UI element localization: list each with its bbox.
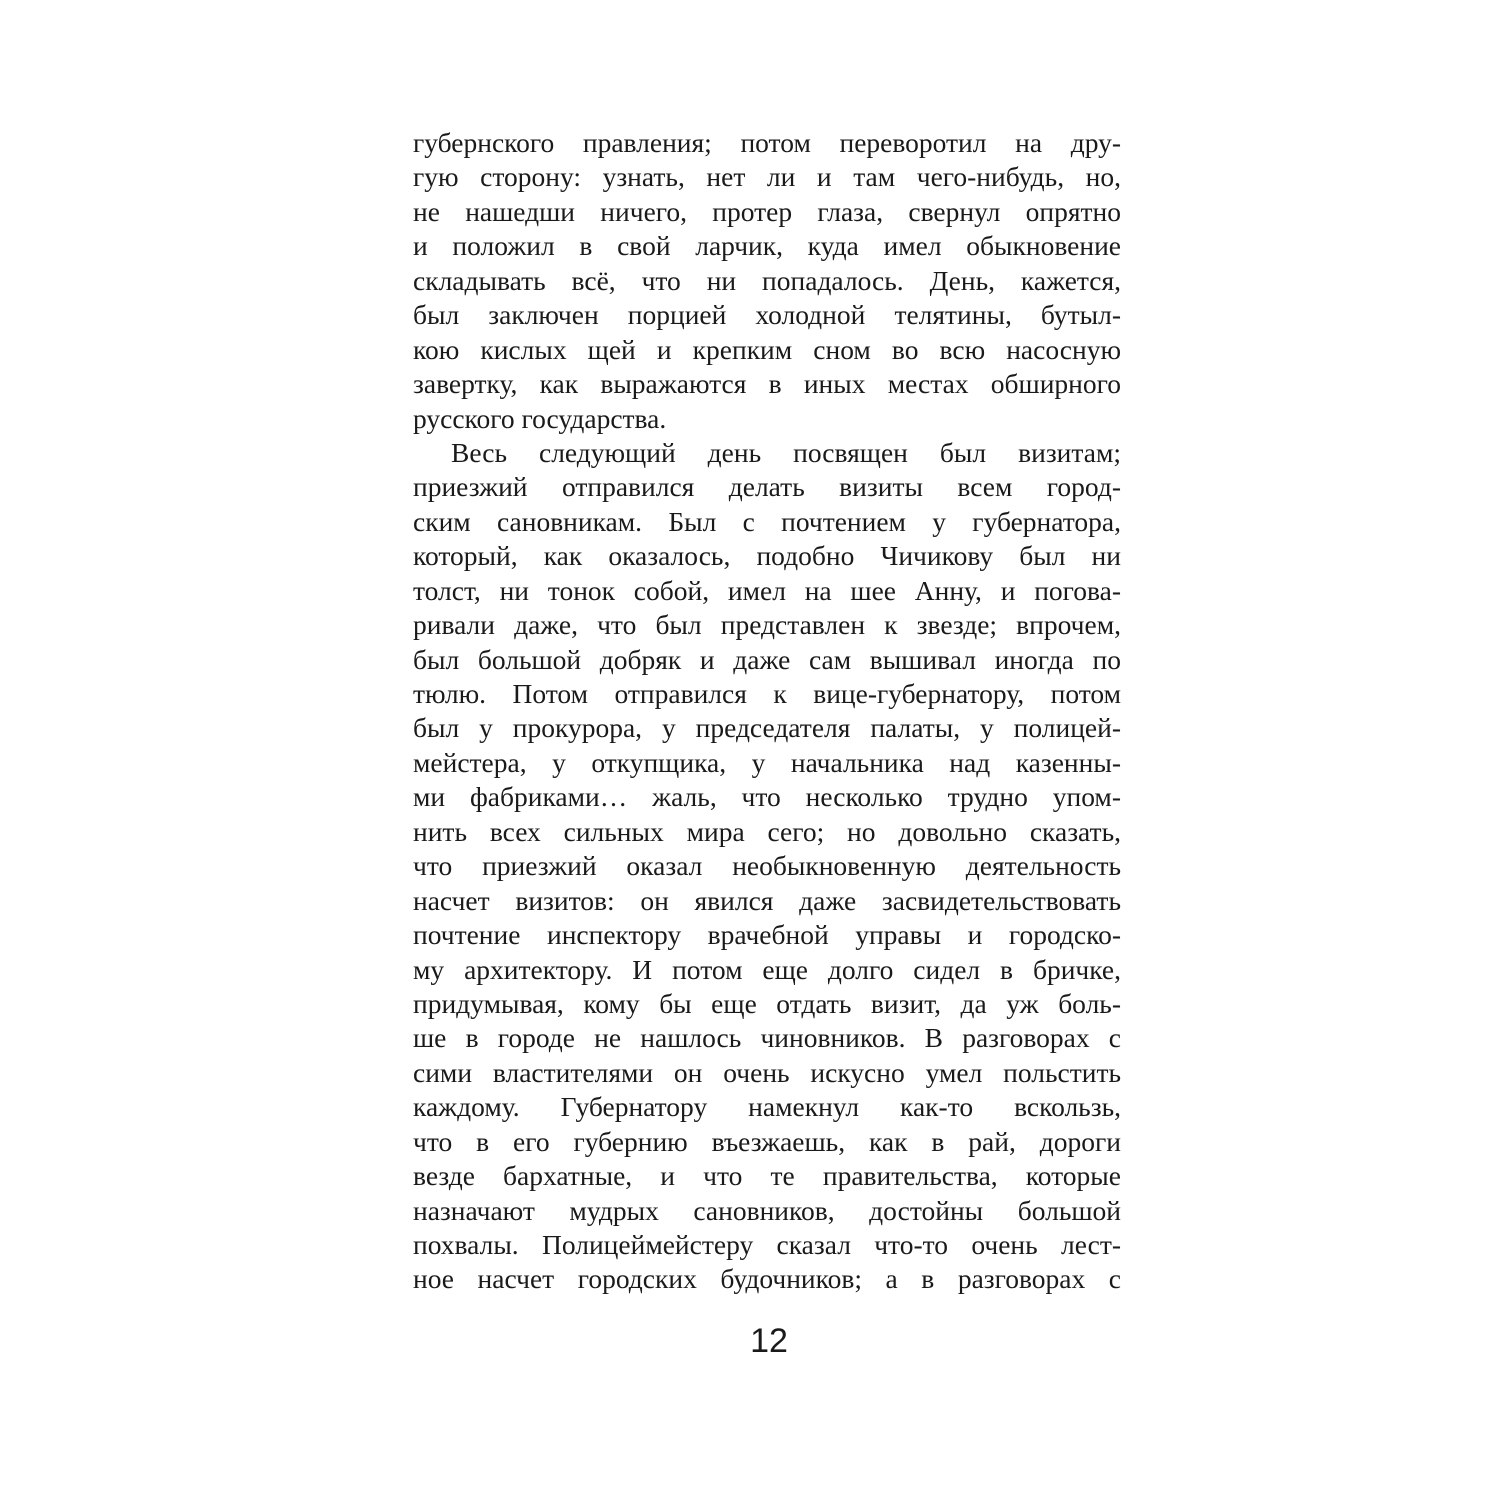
- text-line: губернского правления; потом переворотил на дру-: [413, 127, 1121, 158]
- text-line: был заключен порцией холодной телятины, бутыл-: [413, 299, 1121, 331]
- text-line: приезжий отправился делать визиты всем город-: [413, 471, 1121, 503]
- text-line: завертку, как выражаются в иных местах обширного: [413, 368, 1121, 400]
- text-line: ским сановникам. Был с почтением у губернатора,: [413, 505, 1121, 537]
- text-line: ше в городе не нашлось чиновников. В разговорах с: [413, 1022, 1121, 1054]
- text-line: назначают мудрых сановников, достойны большой: [413, 1194, 1121, 1226]
- text-line: каждому. Губернатору намекнул как-то вскользь,: [413, 1091, 1121, 1123]
- text-line: был у прокурора, у председателя палаты, у полицей-: [413, 712, 1121, 744]
- text-line: ное насчет городских будочников; а в разговорах с: [413, 1263, 1121, 1295]
- text-line: ми фабриками… жаль, что несколько трудно упом-: [413, 781, 1121, 813]
- text-line: складывать всё, что ни попадалось. День, кажется,: [413, 264, 1121, 296]
- text-line: тюлю. Потом отправился к вице-губернатору, потом: [413, 678, 1121, 709]
- text-line: не нашедши ничего, протер глаза, свернул опрятно: [413, 195, 1121, 227]
- text-line: что приезжий оказал необыкновенную деятельность: [413, 850, 1121, 882]
- paragraph-2: [413, 436, 1121, 1297]
- text-line: придумывая, кому бы еще отдать визит, да уж боль-: [413, 987, 1121, 1019]
- text-line: нить всех сильных мира сего; но довольно сказать,: [413, 815, 1121, 847]
- text-line: был большой добряк и даже сам вышивал иногда по: [413, 643, 1121, 675]
- text-line: насчет визитов: он явился даже засвидетельствовать: [413, 884, 1121, 916]
- text-line: гую сторону: узнать, нет ли и там чего-нибудь, но,: [413, 161, 1121, 193]
- page-body-text: [413, 126, 1121, 1297]
- text-line: похвалы. Полицеймейстеру сказал что-то очень лест-: [413, 1229, 1121, 1260]
- text-line: Весь следующий день посвящен был визитам;: [451, 436, 1121, 468]
- paragraph-1: [413, 126, 1121, 436]
- text-line: му архитектору. И потом еще долго сидел в бричке,: [413, 953, 1121, 985]
- text-line: толст, ни тонок собой, имел на шее Анну, и погова-: [413, 574, 1121, 606]
- text-line: русского государства.: [413, 402, 667, 434]
- text-line: кою кислых щей и крепким сном во всю насосную: [413, 333, 1121, 365]
- text-line: который, как оказалось, подобно Чичикову был ни: [413, 540, 1121, 572]
- text-line: сими властителями он очень искусно умел польстить: [413, 1056, 1121, 1088]
- text-line: и положил в свой ларчик, куда имел обыкновение: [413, 230, 1121, 262]
- text-line: почтение инспектору врачебной управы и городско-: [413, 919, 1121, 951]
- text-line: мейстера, у откупщика, у начальника над казенны-: [413, 746, 1121, 778]
- text-line: везде бархатные, и что те правительства, которые: [413, 1160, 1121, 1192]
- text-line: ривали даже, что был представлен к звезде; впрочем,: [413, 609, 1121, 641]
- text-line: что в его губернию въезжаешь, как в рай, дороги: [413, 1125, 1121, 1157]
- page-number: 12: [750, 1322, 788, 1360]
